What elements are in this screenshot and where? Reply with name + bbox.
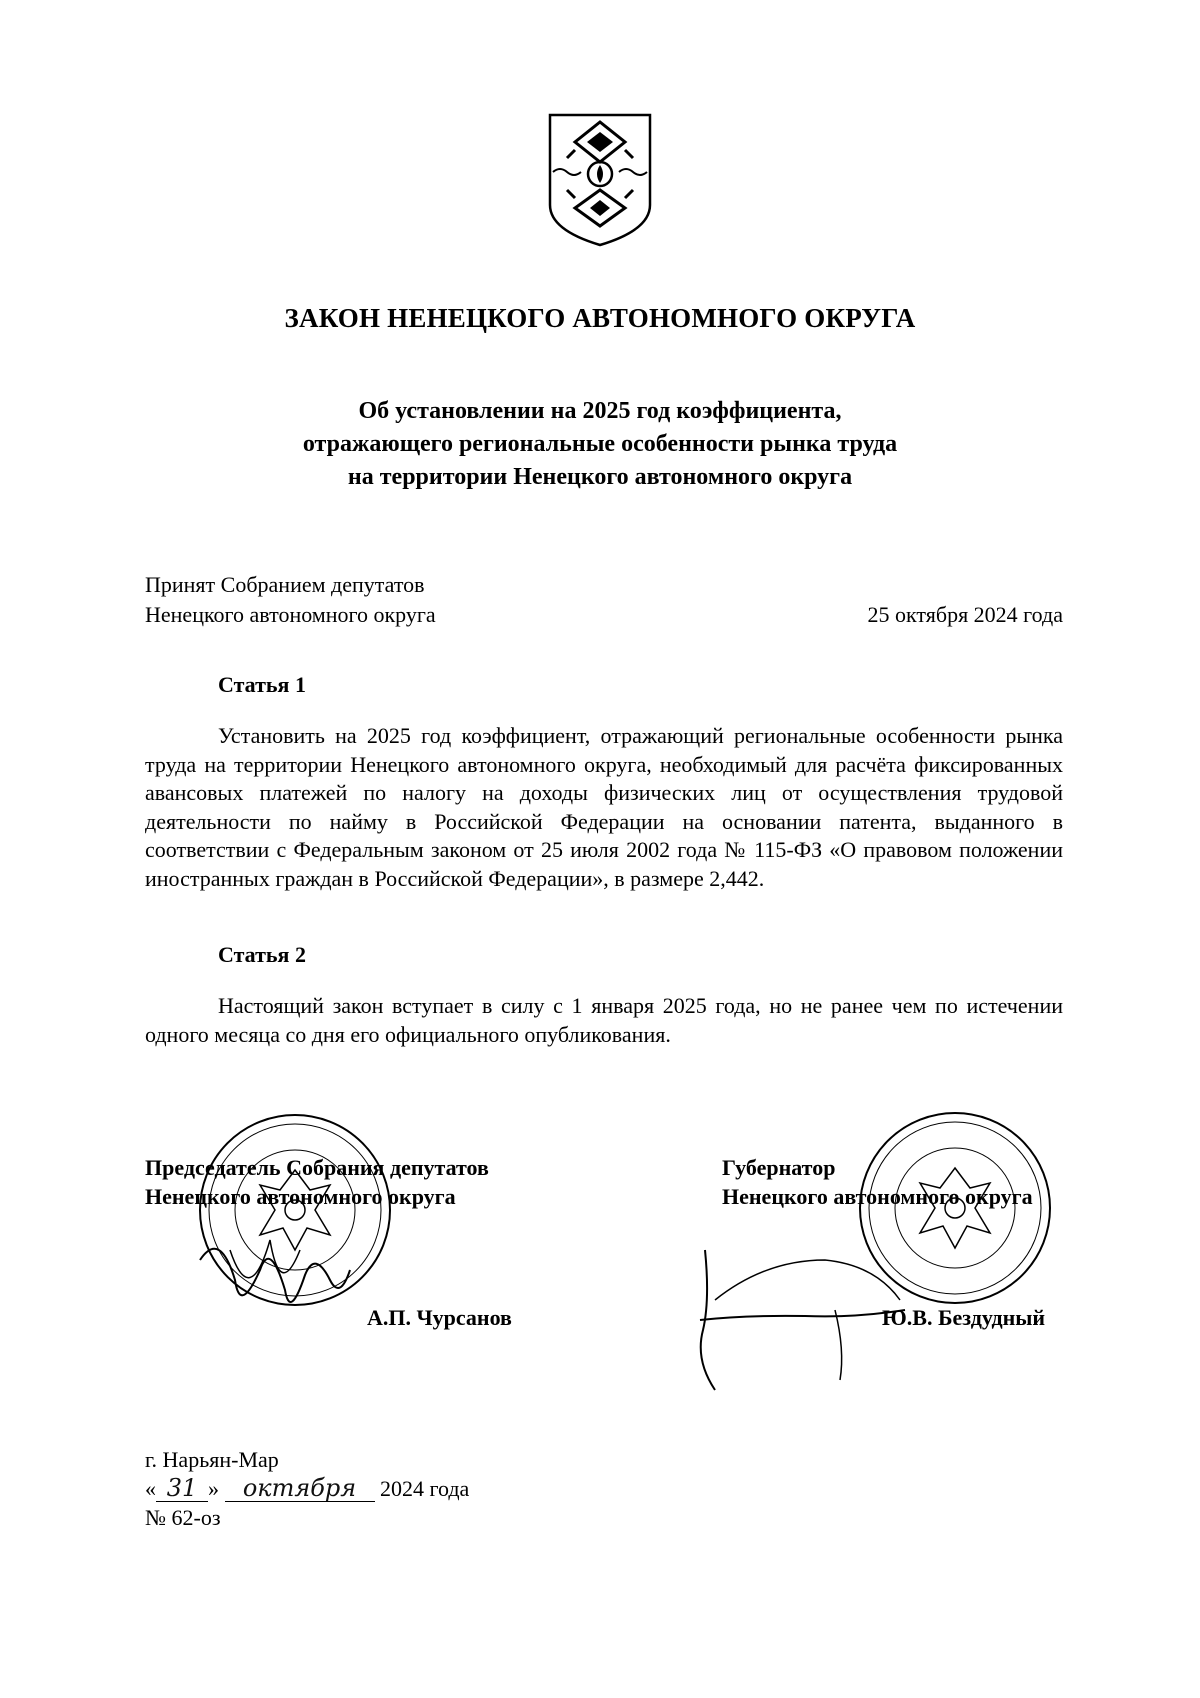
signing-year: 2024 года: [380, 1476, 470, 1501]
subtitle-line: Об установлении на 2025 год коэффициента,: [358, 398, 842, 424]
article-2-heading: Статья 2: [218, 942, 306, 967]
signatory-title-line: Председатель Собрания депутатов: [145, 1155, 489, 1180]
signatory-title-line: Губернатор: [722, 1155, 836, 1180]
handwritten-day: 31: [156, 1474, 208, 1502]
article-1-heading: Статья 1: [218, 672, 306, 697]
place-of-signing: г. Нарьян-Мар: [145, 1447, 279, 1472]
adopted-by-line: Принят Собранием депутатов: [145, 572, 425, 597]
footer-block: [145, 1445, 469, 1532]
handwritten-signature: [685, 1240, 915, 1400]
left-signatory-title: [145, 1153, 489, 1211]
article-2-text: Настоящий закон вступает в силу с 1 января 2025 года, но не ранее чем по истечении одного месяца со дня его официального опубликования.: [145, 993, 1063, 1047]
adoption-block: [145, 570, 436, 630]
law-number: № 62-оз: [145, 1505, 221, 1530]
coat-of-arms-emblem: [545, 110, 655, 250]
adoption-date: 25 октября 2024 года: [867, 602, 1063, 627]
signing-date: [145, 1474, 469, 1503]
article-1-text: Установить на 2025 год коэффициент, отражающий региональные особенности рынка труда на территории Ненецкого автономного округа, необходимый для расчёта фиксированных авансовых платежей по налогу на доходы физических лиц от осуществления трудовой деятельности по найму в Российской Федерации на основании патента, выданного в соответствии с Федеральным законом от 25 июля 2002 года № 115-ФЗ «О правовом положении иностранных граждан в Российской Федерации», в размере 2,442.: [145, 723, 1063, 891]
handwritten-month: октября: [225, 1474, 375, 1502]
right-signatory-title: [722, 1153, 1033, 1211]
handwritten-signature: [190, 1220, 360, 1330]
quote-close: »: [208, 1476, 219, 1501]
signatory-title-line: Ненецкого автономного округа: [722, 1184, 1033, 1209]
right-signatory-name: Ю.В. Бездудный: [882, 1305, 1046, 1330]
subtitle-line: на территории Ненецкого автономного округа: [347, 464, 853, 490]
quote-open: «: [145, 1476, 156, 1501]
left-signatory-name: А.П. Чурсанов: [367, 1305, 512, 1330]
signatory-title-line: Ненецкого автономного округа: [145, 1184, 456, 1209]
subtitle-line: отражающего региональные особенности рынка труда: [302, 431, 898, 457]
law-subtitle: [150, 395, 1050, 494]
adopted-by-line: Ненецкого автономного округа: [145, 602, 436, 627]
law-title: ЗАКОН НЕНЕЦКОГО АВТОНОМНОГО ОКРУГА: [284, 303, 916, 333]
